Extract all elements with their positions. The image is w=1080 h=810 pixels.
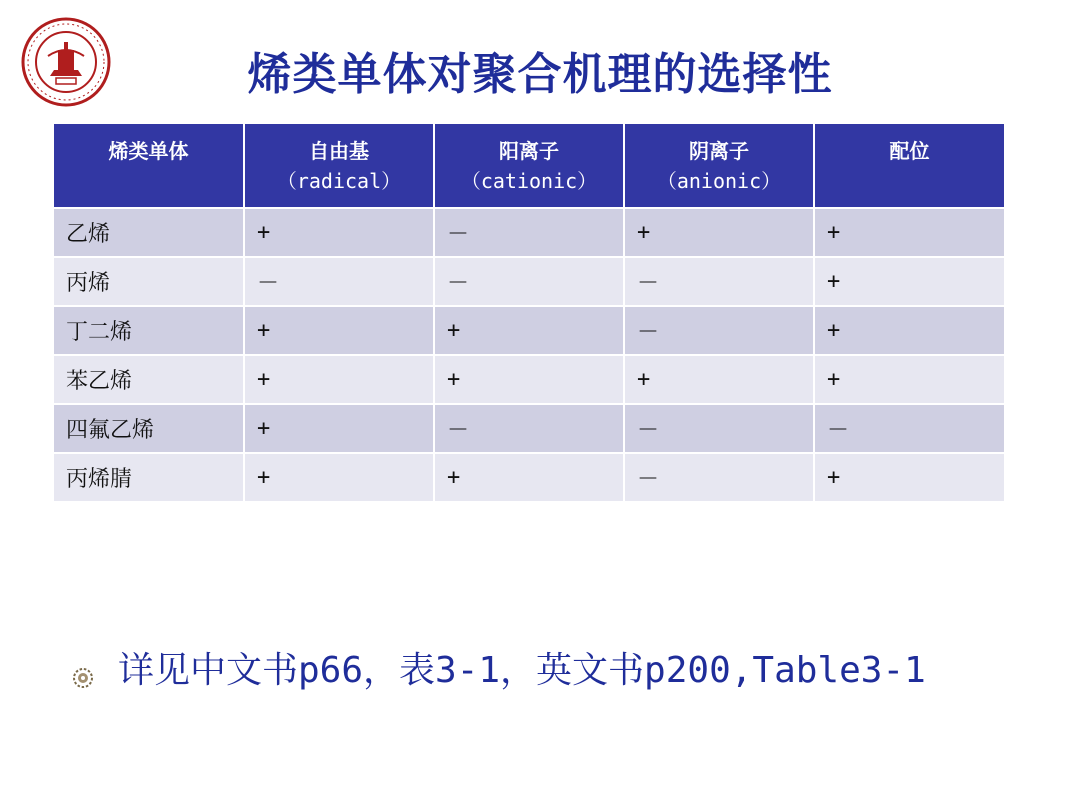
cationic-cell: + xyxy=(434,453,624,502)
monomer-cell: 丙烯腈 xyxy=(54,453,244,502)
gear-bullet-icon xyxy=(72,657,94,679)
university-seal-icon xyxy=(20,16,112,108)
coordination-cell: + xyxy=(814,257,1004,306)
coordination-cell: + xyxy=(814,306,1004,355)
anionic-cell: － xyxy=(624,404,814,453)
anionic-cell: － xyxy=(624,257,814,306)
cationic-cell: － xyxy=(434,404,624,453)
cationic-cell: － xyxy=(434,208,624,257)
selectivity-table xyxy=(54,124,1004,503)
radical-cell: － xyxy=(244,257,434,306)
radical-cell: + xyxy=(244,208,434,257)
radical-cell: + xyxy=(244,306,434,355)
coordination-cell: + xyxy=(814,453,1004,502)
cationic-cell: + xyxy=(434,355,624,404)
anionic-cell: － xyxy=(624,453,814,502)
slide-title: 烯类单体对聚合机理的选择性 xyxy=(247,49,833,100)
cationic-cell: + xyxy=(434,306,624,355)
table-row xyxy=(54,306,1004,355)
reference-text: 详见中文书p66，表3-1，英文书p200,Table3-1 xyxy=(118,650,926,691)
table-header-row xyxy=(54,124,1004,208)
coordination-cell: － xyxy=(814,404,1004,453)
anionic-cell: + xyxy=(624,355,814,404)
radical-cell: + xyxy=(244,453,434,502)
monomer-cell: 苯乙烯 xyxy=(54,355,244,404)
monomer-cell: 乙烯 xyxy=(54,208,244,257)
cationic-cell: － xyxy=(434,257,624,306)
table-row xyxy=(54,355,1004,404)
anionic-cell: － xyxy=(624,306,814,355)
table-row xyxy=(54,257,1004,306)
monomer-cell: 丁二烯 xyxy=(54,306,244,355)
header-monomer: 烯类单体 xyxy=(54,124,244,208)
monomer-cell: 丙烯 xyxy=(54,257,244,306)
coordination-cell: + xyxy=(814,355,1004,404)
table-row xyxy=(54,453,1004,502)
coordination-cell: + xyxy=(814,208,1004,257)
reference-note xyxy=(72,642,926,693)
radical-cell: + xyxy=(244,404,434,453)
radical-cell: + xyxy=(244,355,434,404)
header-coordination: 配位 xyxy=(814,124,1004,208)
header-cationic: 阳离子 （cationic） xyxy=(434,124,624,208)
table-row xyxy=(54,208,1004,257)
monomer-cell: 四氟乙烯 xyxy=(54,404,244,453)
table-row xyxy=(54,404,1004,453)
anionic-cell: + xyxy=(624,208,814,257)
header-radical: 自由基 （radical） xyxy=(244,124,434,208)
header-anionic: 阴离子 （anionic） xyxy=(624,124,814,208)
